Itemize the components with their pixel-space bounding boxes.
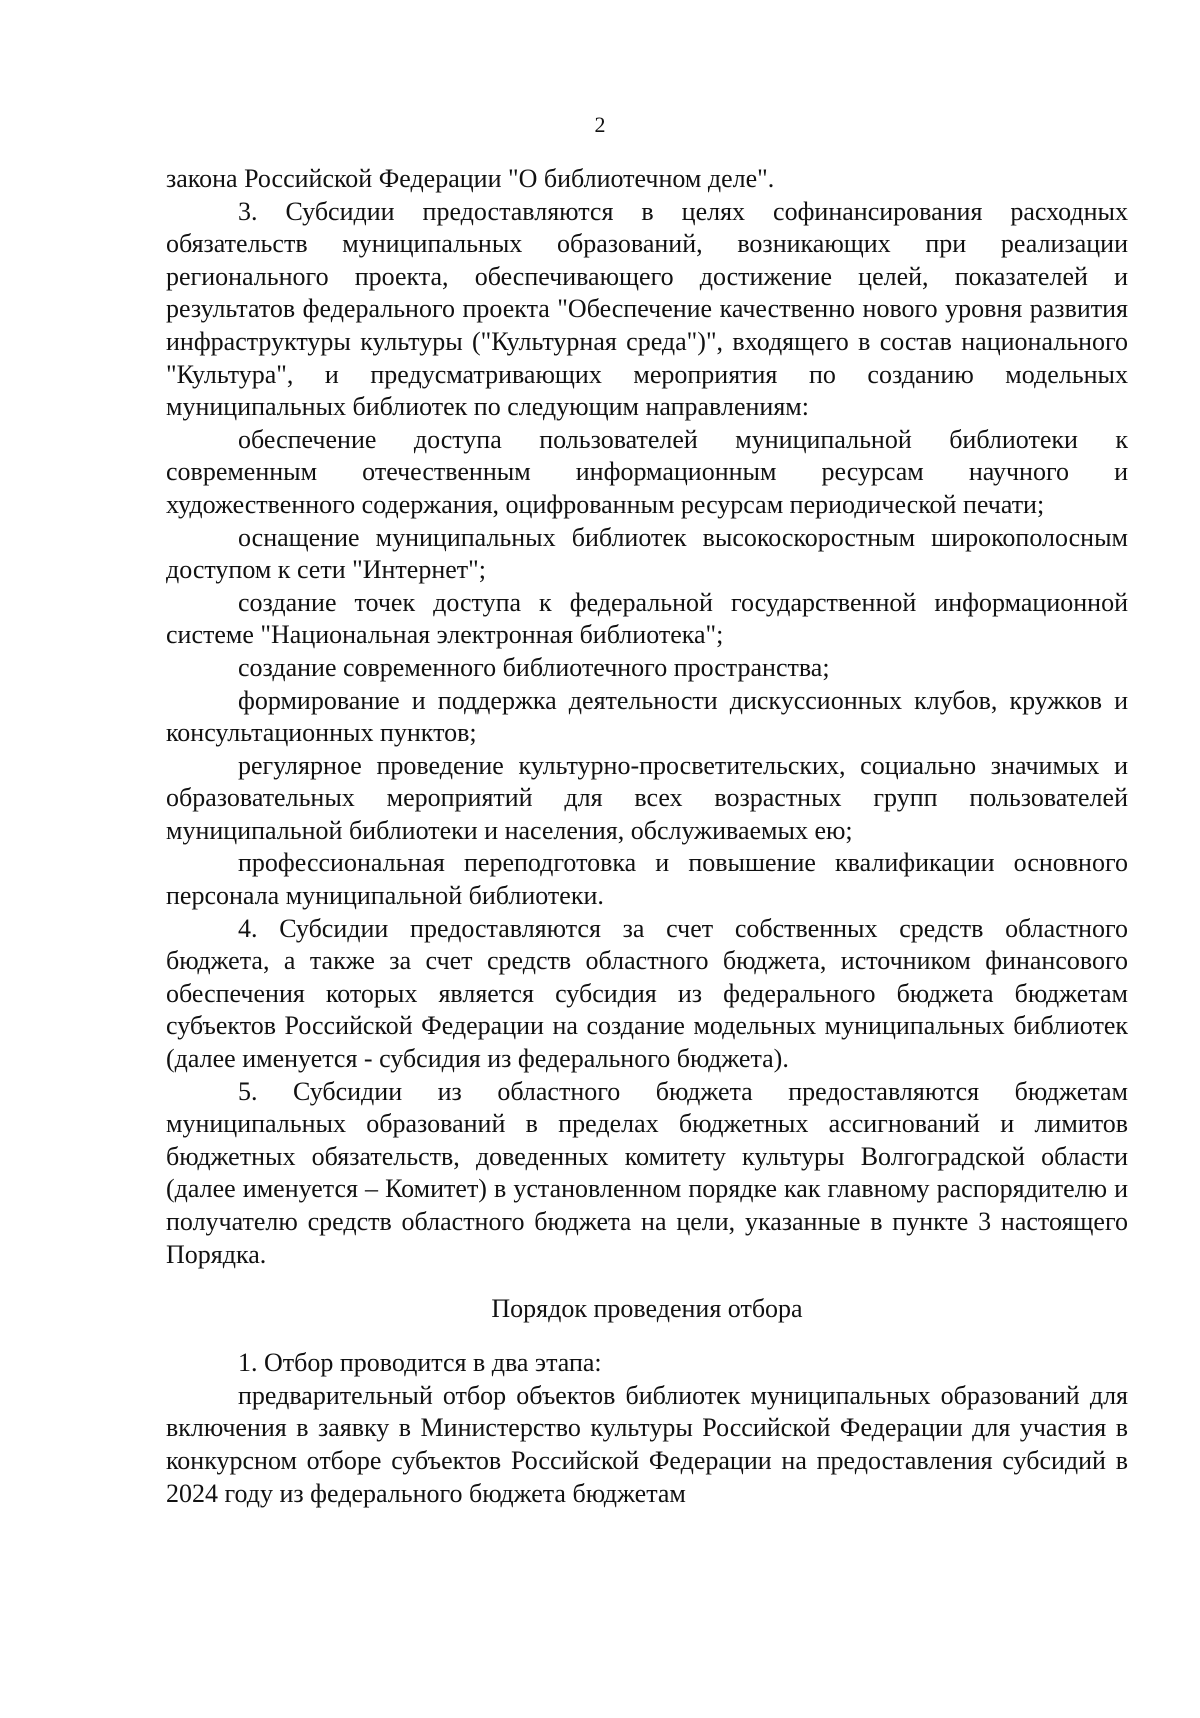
- paragraph-direction-clubs: формирование и поддержка деятельности дискуссионных клубов, кружков и консультационных пунктов;: [166, 685, 1128, 748]
- paragraph-direction-access: обеспечение доступа пользователей муниципальной библиотеки к современным отечественным информационным ресурсам научного и художественного содержания, оцифрованным ресурсам периодической печати;: [166, 424, 1128, 519]
- document-body: [166, 163, 1128, 1510]
- paragraph-clause-4: 4. Субсидии предоставляются за счет собственных средств областного бюджета, а также за счет средств областного бюджета, источником финансового обеспечения которых является субсидия из федерального бюджета бюджетам субъектов Российской Федерации на создание модельных муниципальных библиотек (далее именуется - субсидия из федерального бюджета).: [166, 913, 1128, 1074]
- paragraph-selection-stages: 1. Отбор проводится в два этапа:: [238, 1348, 602, 1378]
- paragraph-direction-events: регулярное проведение культурно-просветительских, социально значимых и образовательных мероприятий для всех возрастных групп пользователей муниципальной библиотеки и населения, обслуживаемых ею;: [166, 750, 1128, 845]
- paragraph-clause-3: 3. Субсидии предоставляются в целях софинансирования расходных обязательств муниципальных образований, возникающих при реализации регионального проекта, обеспечивающего достижение целей, показателей и результатов федерального проекта "Обеспечение качественно нового уровня развития инфраструктуры культуры ("Культурная среда")", входящего в состав национального "Культура", и предусматривающих мероприятия по созданию модельных муниципальных библиотек по следующим направлениям:: [166, 196, 1128, 422]
- paragraph-clause-5: 5. Субсидии из областного бюджета предоставляются бюджетам муниципальных образований в пределах бюджетных ассигнований и лимитов бюджетных обязательств, доведенных комитету культуры Волгоградской области (далее именуется – Комитет) в установленном порядке как главному распорядителю и получателю средств областного бюджета на цели, указанные в пункте 3 настоящего Порядка.: [166, 1076, 1128, 1269]
- paragraph-direction-space: создание современного библиотечного пространства;: [238, 652, 830, 682]
- paragraph-law-reference: закона Российской Федерации "О библиотечном деле".: [166, 164, 775, 193]
- paragraph-preliminary-selection: предварительный отбор объектов библиотек муниципальных образований для включения в заявку в Министерство культуры Российской Федерации для участия в конкурсном отборе субъектов Российской Федерации на предоставления субсидий в 2024 году из федерального бюджета бюджетам: [166, 1380, 1128, 1508]
- paragraph-direction-internet: оснащение муниципальных библиотек высокоскоростным широкополосным доступом к сети "Интернет";: [166, 522, 1128, 585]
- section-heading: Порядок проведения отбора: [491, 1294, 803, 1324]
- paragraph-direction-training: профессиональная переподготовка и повышение квалификации основного персонала муниципальной библиотеки.: [166, 848, 1128, 911]
- paragraph-direction-neb: создание точек доступа к федеральной государственной информационной системе "Национальная электронная библиотека";: [166, 587, 1128, 650]
- page-number: 2: [594, 112, 606, 137]
